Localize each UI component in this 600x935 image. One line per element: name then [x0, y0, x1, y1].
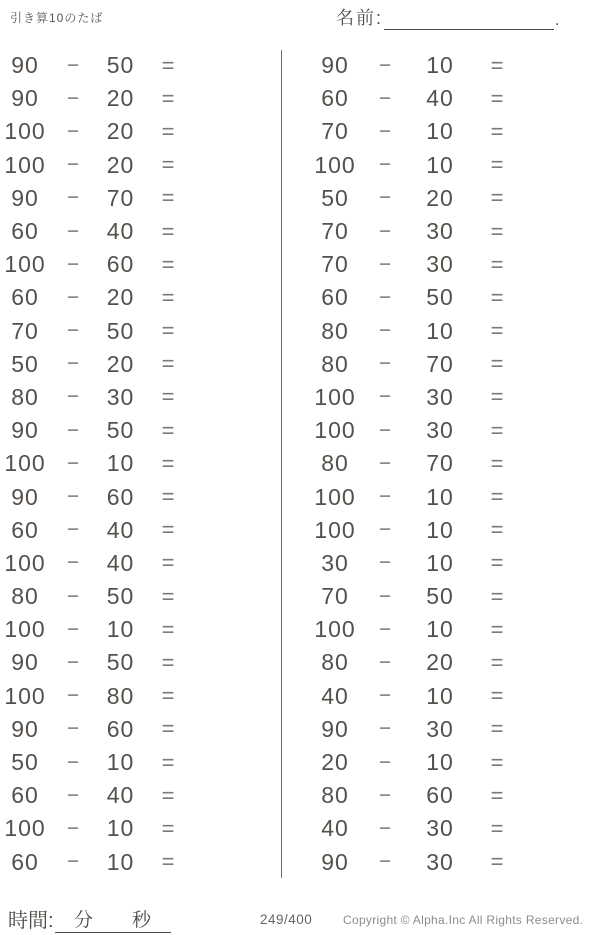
- equals-sign: =: [161, 616, 175, 642]
- minuend: 100: [4, 815, 46, 842]
- problem-row: [0, 348, 281, 381]
- subtrahend: 50: [106, 317, 135, 344]
- problem-row: [0, 248, 281, 281]
- minuend: 100: [314, 616, 356, 643]
- equals-sign: =: [161, 85, 175, 111]
- subtrahend: 40: [106, 549, 135, 576]
- minus-icon: −: [378, 684, 392, 708]
- minuend: 90: [11, 52, 39, 79]
- minus-icon: −: [378, 418, 392, 442]
- minus-icon: −: [66, 717, 80, 741]
- minus-icon: −: [66, 584, 80, 608]
- problem-row: [0, 713, 281, 746]
- equals-sign: =: [490, 649, 504, 675]
- minuend: 100: [4, 616, 46, 643]
- subtrahend: 20: [106, 85, 135, 112]
- minus-icon: −: [66, 119, 80, 143]
- minus-icon: −: [66, 783, 80, 807]
- minuend: 100: [4, 682, 46, 709]
- equals-sign: =: [161, 484, 175, 510]
- problem-row: [309, 447, 600, 480]
- equals-sign: =: [161, 318, 175, 344]
- subtrahend: 10: [426, 616, 454, 643]
- equals-sign: =: [161, 550, 175, 576]
- equals-sign: =: [161, 583, 175, 609]
- problem-row: [309, 414, 600, 447]
- minus-icon: −: [66, 186, 80, 210]
- problem-row: [309, 348, 600, 381]
- equals-sign: =: [161, 52, 175, 78]
- equals-sign: =: [490, 218, 504, 244]
- minus-icon: −: [378, 53, 392, 77]
- equals-sign: =: [161, 185, 175, 211]
- subtrahend: 10: [426, 317, 454, 344]
- minuend: 60: [11, 782, 39, 809]
- minus-icon: −: [66, 684, 80, 708]
- copyright-text: Copyright © Alpha.Inc All Rights Reserved.: [343, 913, 584, 927]
- minuend: 90: [321, 848, 349, 875]
- subtrahend: 40: [106, 782, 135, 809]
- problem-row: [0, 846, 281, 879]
- equals-sign: =: [161, 849, 175, 875]
- equals-sign: =: [490, 815, 504, 841]
- problem-row: [309, 82, 600, 115]
- minuend: 100: [314, 417, 356, 444]
- equals-sign: =: [161, 284, 175, 310]
- minuend: 40: [321, 682, 349, 709]
- minuend: 100: [314, 383, 356, 410]
- subtrahend: 80: [106, 682, 135, 709]
- minuend: 90: [11, 417, 39, 444]
- problem-row: [309, 846, 600, 879]
- minus-icon: −: [66, 518, 80, 542]
- minuend: 60: [321, 85, 349, 112]
- equals-sign: =: [161, 218, 175, 244]
- minuend: 80: [11, 383, 39, 410]
- minus-icon: −: [66, 352, 80, 376]
- subtrahend: 20: [106, 284, 135, 311]
- minuend: 80: [11, 583, 39, 610]
- subtrahend: 50: [426, 284, 454, 311]
- subtrahend: 10: [426, 483, 454, 510]
- minuend: 100: [4, 118, 46, 145]
- problem-row: [0, 49, 281, 82]
- minuend: 50: [11, 350, 39, 377]
- minuend: 70: [11, 317, 39, 344]
- minus-icon: −: [378, 783, 392, 807]
- problem-row: [0, 149, 281, 182]
- subtrahend: 10: [106, 815, 135, 842]
- problem-row: [309, 514, 600, 547]
- minus-icon: −: [66, 650, 80, 674]
- problem-row: [309, 680, 600, 713]
- minus-icon: −: [66, 285, 80, 309]
- problem-row: [309, 315, 600, 348]
- problem-row: [0, 115, 281, 148]
- minus-icon: −: [66, 53, 80, 77]
- subtrahend: 10: [106, 848, 135, 875]
- minus-icon: −: [378, 252, 392, 276]
- problem-row: [0, 182, 281, 215]
- minuend: 70: [321, 251, 349, 278]
- problem-row: [309, 182, 600, 215]
- subtrahend: 10: [106, 749, 135, 776]
- minus-icon: −: [378, 385, 392, 409]
- minuend: 80: [321, 782, 349, 809]
- minus-icon: −: [66, 86, 80, 110]
- minuend: 70: [321, 583, 349, 610]
- minus-icon: −: [378, 219, 392, 243]
- subtrahend: 10: [106, 616, 135, 643]
- time-input-line: [55, 905, 171, 933]
- minus-icon: −: [378, 717, 392, 741]
- problem-row: [0, 580, 281, 613]
- subtrahend: 40: [106, 516, 135, 543]
- equals-sign: =: [490, 749, 504, 775]
- equals-sign: =: [490, 484, 504, 510]
- minuend: 90: [11, 85, 39, 112]
- minuend: 80: [321, 317, 349, 344]
- minuend: 80: [321, 649, 349, 676]
- equals-sign: =: [490, 318, 504, 344]
- problem-row: [0, 779, 281, 812]
- minus-icon: −: [66, 750, 80, 774]
- minuend: 90: [11, 184, 39, 211]
- minuend: 20: [321, 749, 349, 776]
- subtrahend: 10: [426, 118, 454, 145]
- name-input-line: [384, 11, 554, 30]
- subtrahend: 30: [426, 715, 454, 742]
- minus-icon: −: [378, 584, 392, 608]
- minuend: 90: [11, 715, 39, 742]
- equals-sign: =: [490, 550, 504, 576]
- minus-icon: −: [66, 219, 80, 243]
- worksheet-title: 引き算10のたば: [10, 11, 104, 25]
- minus-icon: −: [66, 485, 80, 509]
- name-line-period: .: [555, 12, 562, 29]
- minus-icon: −: [378, 650, 392, 674]
- minutes-label: 分: [74, 910, 94, 931]
- problem-row: [309, 646, 600, 679]
- minuend: 50: [11, 749, 39, 776]
- subtrahend: 50: [106, 417, 135, 444]
- equals-sign: =: [490, 384, 504, 410]
- equals-sign: =: [490, 52, 504, 78]
- minus-icon: −: [378, 119, 392, 143]
- minus-icon: −: [66, 252, 80, 276]
- minuend: 100: [4, 151, 46, 178]
- minuend: 100: [4, 549, 46, 576]
- subtrahend: 10: [426, 516, 454, 543]
- minus-icon: −: [378, 816, 392, 840]
- problem-row: [0, 646, 281, 679]
- problem-row: [309, 547, 600, 580]
- problem-row: [309, 215, 600, 248]
- equals-sign: =: [161, 649, 175, 675]
- subtrahend: 60: [106, 715, 135, 742]
- subtrahend: 50: [106, 52, 135, 79]
- problem-row: [309, 49, 600, 82]
- subtrahend: 10: [426, 682, 454, 709]
- minus-icon: −: [378, 617, 392, 641]
- minus-icon: −: [66, 319, 80, 343]
- minuend: 60: [11, 218, 39, 245]
- equals-sign: =: [161, 782, 175, 808]
- minus-icon: −: [66, 451, 80, 475]
- minuend: 90: [321, 715, 349, 742]
- minuend: 100: [314, 483, 356, 510]
- problem-row: [0, 315, 281, 348]
- problem-row: [309, 248, 600, 281]
- subtrahend: 70: [426, 350, 454, 377]
- problem-row: [309, 812, 600, 845]
- problem-row: [0, 447, 281, 480]
- subtrahend: 10: [426, 749, 454, 776]
- problem-row: [0, 514, 281, 547]
- problem-row: [309, 149, 600, 182]
- name-label: 名前:: [336, 8, 384, 28]
- equals-sign: =: [490, 716, 504, 742]
- minuend: 60: [11, 284, 39, 311]
- minus-icon: −: [66, 418, 80, 442]
- equals-sign: =: [490, 583, 504, 609]
- subtrahend: 50: [106, 583, 135, 610]
- equals-sign: =: [490, 185, 504, 211]
- equals-sign: =: [161, 384, 175, 410]
- minuend: 90: [11, 649, 39, 676]
- problem-row: [0, 746, 281, 779]
- seconds-label: 秒: [132, 910, 152, 931]
- problem-row: [309, 779, 600, 812]
- problem-row: [0, 82, 281, 115]
- problem-row: [309, 115, 600, 148]
- equals-sign: =: [161, 450, 175, 476]
- equals-sign: =: [490, 118, 504, 144]
- equals-sign: =: [161, 351, 175, 377]
- equals-sign: =: [490, 351, 504, 377]
- problem-row: [309, 613, 600, 646]
- subtrahend: 40: [426, 85, 454, 112]
- minus-icon: −: [378, 485, 392, 509]
- minus-icon: −: [378, 352, 392, 376]
- equals-sign: =: [161, 152, 175, 178]
- equals-sign: =: [490, 417, 504, 443]
- equals-sign: =: [161, 716, 175, 742]
- minuend: 100: [314, 151, 356, 178]
- equals-sign: =: [161, 683, 175, 709]
- subtrahend: 30: [106, 383, 135, 410]
- problem-row: [0, 414, 281, 447]
- subtrahend: 20: [106, 151, 135, 178]
- equals-sign: =: [490, 251, 504, 277]
- problem-row: [309, 281, 600, 314]
- minus-icon: −: [378, 518, 392, 542]
- problems-column-right: [281, 49, 600, 879]
- subtrahend: 70: [106, 184, 135, 211]
- minuend: 40: [321, 815, 349, 842]
- minuend: 100: [314, 516, 356, 543]
- minuend: 60: [321, 284, 349, 311]
- problem-row: [0, 547, 281, 580]
- subtrahend: 30: [426, 417, 454, 444]
- equals-sign: =: [161, 118, 175, 144]
- minus-icon: −: [378, 750, 392, 774]
- subtrahend: 10: [426, 151, 454, 178]
- subtrahend: 50: [106, 649, 135, 676]
- equals-sign: =: [161, 251, 175, 277]
- name-field: [336, 4, 561, 30]
- minuend: 80: [321, 450, 349, 477]
- minuend: 70: [321, 218, 349, 245]
- subtrahend: 30: [426, 218, 454, 245]
- subtrahend: 30: [426, 848, 454, 875]
- subtrahend: 20: [426, 184, 454, 211]
- problems-column-left: [0, 49, 281, 879]
- problem-row: [0, 281, 281, 314]
- page-number: 249/400: [260, 912, 313, 927]
- minuend: 100: [4, 450, 46, 477]
- subtrahend: 30: [426, 383, 454, 410]
- problem-row: [309, 746, 600, 779]
- subtrahend: 40: [106, 218, 135, 245]
- minus-icon: −: [66, 385, 80, 409]
- subtrahend: 70: [426, 450, 454, 477]
- subtrahend: 20: [106, 350, 135, 377]
- equals-sign: =: [490, 849, 504, 875]
- problem-row: [309, 713, 600, 746]
- subtrahend: 60: [106, 483, 135, 510]
- equals-sign: =: [161, 749, 175, 775]
- minus-icon: −: [66, 551, 80, 575]
- equals-sign: =: [161, 517, 175, 543]
- time-label: 時間:: [8, 910, 54, 932]
- time-field: [8, 904, 171, 933]
- subtrahend: 20: [106, 118, 135, 145]
- equals-sign: =: [490, 517, 504, 543]
- minus-icon: −: [66, 850, 80, 874]
- subtrahend: 20: [426, 649, 454, 676]
- minus-icon: −: [378, 153, 392, 177]
- problem-row: [0, 215, 281, 248]
- minus-icon: −: [378, 551, 392, 575]
- problem-row: [309, 480, 600, 513]
- subtrahend: 30: [426, 251, 454, 278]
- subtrahend: 60: [106, 251, 135, 278]
- equals-sign: =: [161, 417, 175, 443]
- minus-icon: −: [378, 850, 392, 874]
- equals-sign: =: [490, 683, 504, 709]
- minuend: 80: [321, 350, 349, 377]
- minus-icon: −: [66, 816, 80, 840]
- equals-sign: =: [490, 450, 504, 476]
- minuend: 90: [321, 52, 349, 79]
- minus-icon: −: [378, 186, 392, 210]
- minuend: 30: [321, 549, 349, 576]
- equals-sign: =: [161, 815, 175, 841]
- problem-row: [0, 381, 281, 414]
- equals-sign: =: [490, 782, 504, 808]
- minuend: 60: [11, 848, 39, 875]
- minus-icon: −: [378, 285, 392, 309]
- minus-icon: −: [378, 319, 392, 343]
- equals-sign: =: [490, 284, 504, 310]
- minus-icon: −: [66, 153, 80, 177]
- minuend: 70: [321, 118, 349, 145]
- minuend: 60: [11, 516, 39, 543]
- minuend: 90: [11, 483, 39, 510]
- subtrahend: 10: [106, 450, 135, 477]
- problem-row: [0, 680, 281, 713]
- equals-sign: =: [490, 616, 504, 642]
- minus-icon: −: [378, 86, 392, 110]
- minuend: 100: [4, 251, 46, 278]
- minuend: 50: [321, 184, 349, 211]
- subtrahend: 30: [426, 815, 454, 842]
- subtrahend: 10: [426, 549, 454, 576]
- subtrahend: 10: [426, 52, 454, 79]
- equals-sign: =: [490, 85, 504, 111]
- problem-row: [309, 381, 600, 414]
- minus-icon: −: [66, 617, 80, 641]
- problem-row: [309, 580, 600, 613]
- subtrahend: 50: [426, 583, 454, 610]
- problem-row: [0, 480, 281, 513]
- equals-sign: =: [490, 152, 504, 178]
- problem-row: [0, 613, 281, 646]
- subtrahend: 60: [426, 782, 454, 809]
- minus-icon: −: [378, 451, 392, 475]
- problem-row: [0, 812, 281, 845]
